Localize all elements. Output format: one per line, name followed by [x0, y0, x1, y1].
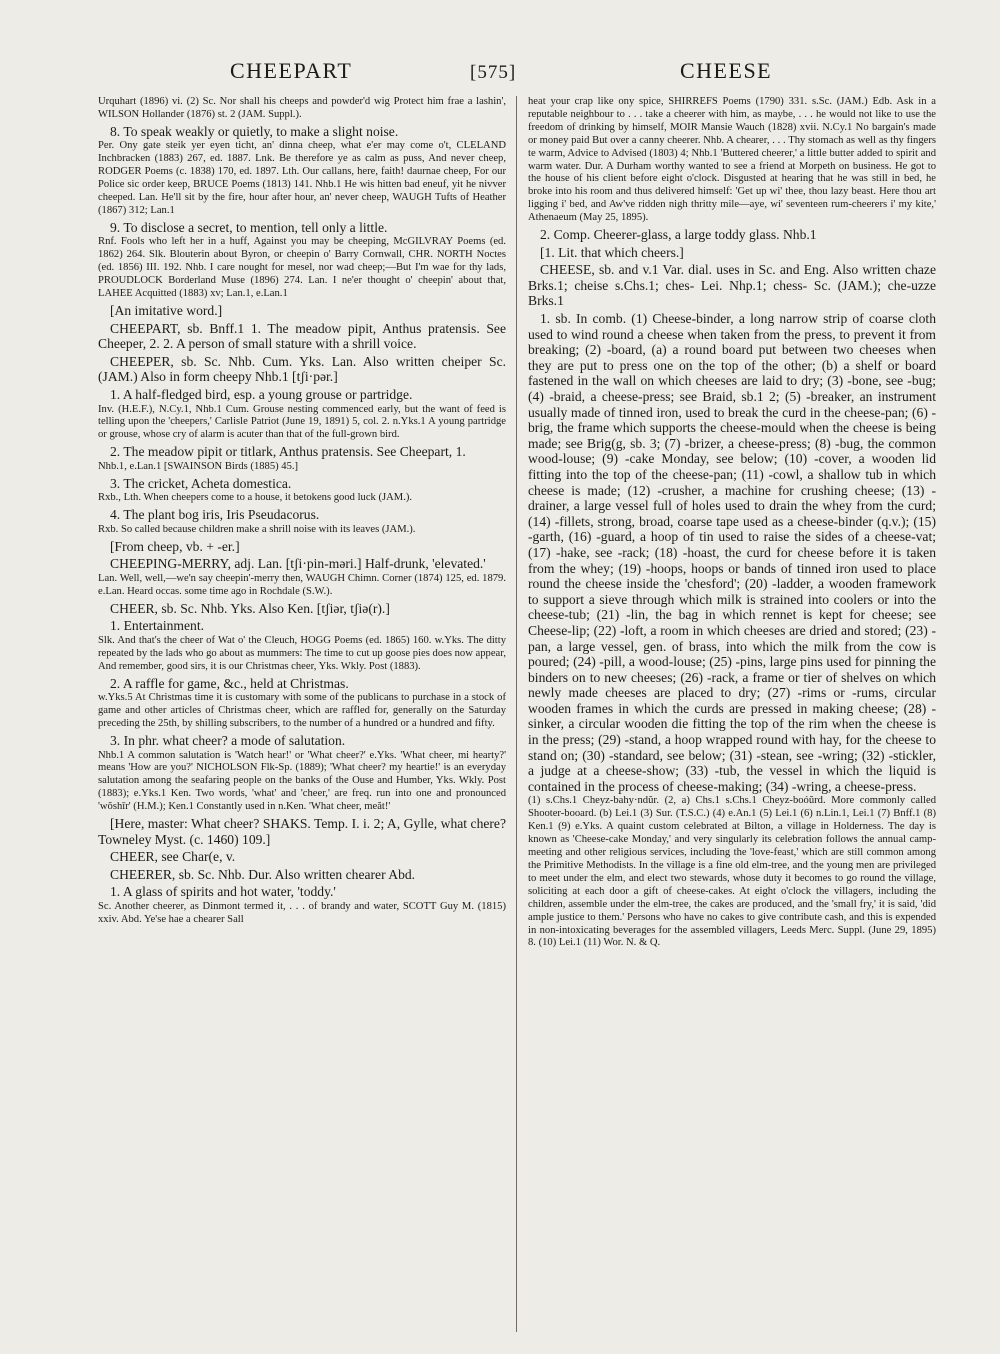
citation-paragraph: Urquhart (1896) vi. (2) Sc. Nor shall his cheeps and powder'd wig Protect him frae a lashin', WILSON Hollander (1876) st. 2 (JAM. Suppl.). — [98, 96, 506, 120]
right-column — [528, 96, 936, 1336]
citation-paragraph: Nhb.1 A common salutation is 'Watch hear!' or 'What cheer?' e.Yks. 'What cheer, mi hearty?' means 'How are you?' NICHOLSON Flk-Sp. (1889); 'What cheer? my heartie!' is an everyday salutation among the seafaring people on the banks of the Ouse and Humber, Yks. Wkly. Post (1883); e.Yks.1 Ken. Two words, 'what' and 'cheer,' are freq. run into one and pronounced 'wŏshīr' (H.M.); Ken.1 Constantly used in n.Ken. 'What cheer, meăt!' — [98, 749, 506, 813]
citation-paragraph: Inv. (H.E.F.), N.Cy.1, Nhb.1 Cum. Grouse nesting commenced early, but the want of feed is telling upon the 'cheepers,' Carlisle Patriot (June 19, 1891) 5, col. 2. n.Yks.1 A young partridge or grouse, whose cry of alarm is acuter than that of the full-grown bird. — [98, 403, 506, 441]
citation-paragraph: Rxb. So called because children make a shrill noise with its leaves (JAM.). — [98, 523, 416, 535]
entry-heading-paragraph: [Here, master: What cheer? SHAKS. Temp. I. i. 2; A, Gylle, what chere? Towneley Myst. (c. 1460) 109.] — [98, 816, 506, 847]
entry-heading-paragraph: 8. To speak weakly or quietly, to make a slight noise. — [110, 123, 399, 139]
citation-paragraph: Slk. And that's the cheer of Wat o' the Cleuch, HOGG Poems (ed. 1865) 160. w.Yks. The ditty repeated by the lads who go about as mummers: The time to cut up goose pies does now appear, And remember, good sirs, it is our Christmas cheer, Yks. Wkly. Post (1883). — [98, 634, 506, 672]
entry-heading-paragraph: 4. The plant bog iris, Iris Pseudacorus. — [110, 507, 320, 523]
entry-heading-paragraph: CHEER, see Char(e, v. — [110, 849, 236, 865]
entry-heading-paragraph: CHEEPER, sb. Sc. Nhb. Cum. Yks. Lan. Also written cheiper Sc. (JAM.) Also in form cheepy Nhb.1 [tʃi·pər.] — [98, 353, 506, 385]
entry-heading-paragraph: [1. Lit. that which cheers.] — [540, 244, 684, 260]
page-header — [100, 58, 900, 88]
citation-paragraph: Nhb.1, e.Lan.1 [SWAINSON Birds (1885) 45.] — [98, 460, 299, 472]
entry-heading-paragraph: 3. In phr. what cheer? a mode of salutation. — [110, 732, 346, 748]
entry-heading-paragraph: CHEERER, sb. Sc. Nhb. Dur. Also written chearer Abd. — [110, 866, 416, 882]
entry-heading-paragraph: 3. The cricket, Acheta domestica. — [110, 475, 292, 491]
entry-heading-paragraph: CHEER, sb. Sc. Nhb. Yks. Also Ken. [tʃiər, tʃiə(r).] — [110, 600, 390, 616]
entry-heading-paragraph: 2. The meadow pipit or titlark, Anthus pratensis. See Cheepart, 1. — [110, 444, 466, 460]
citation-paragraph: Lan. Well, well,—we'n say cheepin'-merry then, WAUGH Chimn. Corner (1874) 125, ed. 1879. e.Lan. Heard occas. some time ago in Rochdale (S.W.). — [98, 572, 506, 597]
entry-heading-paragraph: CHEESE, sb. and v.1 Var. dial. uses in Sc. and Eng. Also written chaze Brks.1; cheise s.Chs.1; ches- Lei. Nhp.1; chess- Sc. (JAM.); che-uzze Brks.1 — [528, 262, 936, 309]
citation-paragraph: Sc. Another cheerer, as Dinmont termed it, . . . of brandy and water, SCOTT Guy M. (1815) xxiv. Abd. Ye'se hae a chearer Sall — [98, 901, 506, 925]
citation-paragraph: w.Yks.5 At Christmas time it is customary with some of the publicans to purchase in a stock of game and other articles of Christmas cheer, which are raffled for, generally on the Saturday preceding the 25th, by shilling subscribers, to the number of a hundred or a hundred and fifty. — [98, 692, 506, 730]
page-number: [575] — [470, 62, 517, 83]
entry-heading-paragraph: [From cheep, vb. + -er.] — [110, 538, 240, 554]
entry-heading-paragraph: CHEEPING-MERRY, adj. Lan. [tʃi·pin-məri.] Half-drunk, 'elevated.' — [110, 556, 486, 572]
left-guide-word: CHEEPART — [230, 58, 353, 83]
entry-heading-paragraph: 1. A half-fledged bird, esp. a young grouse or partridge. — [110, 386, 413, 402]
entry-heading-paragraph: CHEEPART, sb. Bnff.1 1. The meadow pipit, Anthus pratensis. See Cheeper, 2. 2. A person of small stature with a shrill voice. — [98, 320, 506, 352]
entry-heading-paragraph: 1. Entertainment. — [110, 618, 204, 634]
citation-paragraph: Per. Ony gate steik yer eyen ticht, an' dinna cheep, what e'er may come o't, CLELAND Inchbracken (1883) 267, ed. 1887. Lnk. Be therefore ye as calm as puss, And never cheep, RODGER Poems (c. 1838) 170, ed. 1897. Lth. Our callans, here, faith! daurnae cheep, For our Police sic order keep, BRUCE Poems (1813) 141. Nhb.1 He wis hitten bad eneuf, yit he nivver cheeped. Lan. He'll sit by the fire, hour after hour, an' never cheep, WAUGH Tufts of Heather (1867) 312; Lan.1 — [98, 140, 506, 216]
entry-heading-paragraph: 9. To disclose a secret, to mention, tell only a little. — [110, 219, 388, 235]
citation-paragraph: (1) s.Chs.1 Cheyz-bahy·ndŭr. (2, a) Chs.1 s.Chs.1 Cheyz-boóŭrd. More commonly called Shooter-booard. (b) Lei.1 (3) Sur. (T.S.C.) (4) e.An.1 (5) Lei.1 (6) n.Lin.1, Lei.1 (7) Bnff.1 (8) Ken.1 (9) e.Yks. A quaint custom celebrated at Bilton, a village in Holderness. The day is known as 'Cheese-cake Monday,' and very singularly its celebration follows the annual camp-meeting and other religious services, including the 'love-feast,' which are still common among the Primitive Methodists. In the village is a fine old elm-tree, and the young men are privileged to meet under the elm, and elect two stewards, whose duty it becomes to go round the village, soliciting at each door a gift of cheese-cakes. At eight o'clock the villagers, including the children, assemble under the elm-tree, the cakes are produced, and the 'small fry,' it is said, 'did ample justice to them.' Persons who have no cakes to give contribute cash, and this is expended in non-intoxicating beverages for the assembled villagers, Leeds Merc. Suppl. (June 29, 1895) 8. (10) Lei.1 (11) Wor. N. & Q. — [528, 795, 936, 949]
right-guide-word: CHEESE — [680, 58, 773, 83]
entry-heading-paragraph: [An imitative word.] — [110, 302, 223, 318]
entry-heading-paragraph: 2. Comp. Cheerer-glass, a large toddy glass. Nhb.1 — [540, 227, 817, 243]
entry-heading-paragraph: 2. A raffle for game, &c., held at Christmas. — [110, 675, 349, 691]
entry-heading-paragraph: 1. A glass of spirits and hot water, 'toddy.' — [110, 884, 336, 900]
citation-paragraph: Rnf. Fools who left her in a huff, Against you may be cheeping, McGILVRAY Poems (ed. 1862) 264. Slk. Blouterin about Byron, or cheepin o' Barry Cornwall, CHR. NORTH Noctes (ed. 1856) III. 192. Nhb. I care nought for mesel, nor wad cheep;—But I'm wae for thy lads, PROUDLOCK Borderland Muse (1896) 274. Lan. I ne'er thought o' cheepin' about that, LAHEE Acquitted (1883) xv; Lan.1, e.Lan.1 — [98, 236, 506, 300]
column-divider — [516, 96, 517, 1332]
entry-heading-paragraph: 1. sb. In comb. (1) Cheese-binder, a long narrow strip of coarse cloth used to wind round a cheese when taken from the press, to prevent it from breaking; (2) -board, (a) a round board put between two cheeses when they are put to press one on the top of the other; (b) a shelf or board fastened in the wall on which cheeses are laid to dry; (3) -bone, see -bug; (4) -braid, a cheese-press; see Braid, sb.1 2; (5) -breaker, an instrument usually made of tinned iron, used to break the curd in the cheese-pan; (6) -brig, the frame which supports the cheese-mould when the cheese is being made; see Brig(g, sb. 3; (7) -brizer, a cheese-press; (8) -bug, the common wood-louse; (9) -cake Monday, see below; (10) -cover, a wooden lid fitting into the top of the cheese-pan; (11) -cowl, a shallow tub in which cheese is made; (12) -crusher, a machine for crushing cheese; (13) -drainer, a large vessel full of holes used to drain the whey from the curd; (14) -fillets, strong, broad, coarse tape used as a cheese-binder (q.v.); (15) -garth, (16) -guard, a hoop of tin used to raise the sides of a cheese-vat; (17) -hake, see -rack; (18) -hoast, the curd for cheese before it is taken from the whey; (19) -hoops, hoops or bands of tinned iron used to place round the cheese inside the 'chesford'; (20) -ladder, a wooden framework to support a sieve through which milk is strained into coolers or into the cheese-tub; (21) -lin, the bag in which rennet is kept for cheese; see Cheese-lip; (22) -loft, a room in which cheeses are dried and stored; (23) -pan, a large vessel, gen. of brass, into which the milk from the cow is poured; (24) -pill, a wood-louse; (25) -pins, large pins used for pinning the binders on to new cheeses; (26) -rack, a frame or tier of shelves on which newly made cheeses are placed to dry; (27) -rims or -rums, circular wooden frames in which the curds are pressed in making cheese; (28) -sinker, a circular wooden die fitting the top of the rim when the cheese is in the press; (29) -stand, a hoop wrapped round with hay, for the cheese to stand on; (30) -standard, see below; (31) -stean, see -wring; (32) -stickler, a judge at a cheese-show; (33) -tub, the vessel in which the liquid is contained in the process of cheese-making; (34) -wring, a cheese-press. — [528, 311, 936, 794]
citation-paragraph: Rxb., Lth. When cheepers come to a house, it betokens good luck (JAM.). — [98, 492, 413, 504]
left-column — [98, 96, 506, 1336]
citation-paragraph: heat your crap like ony spice, SHIRREFS Poems (1790) 331. s.Sc. (JAM.) Edb. Ask in a reputable neighbour to . . . take a cheerer with him, as maybe, . . . he would not like to use the freedom of drinking by himself, MOIR Mansie Wauch (1828) xvii. N.Cy.1 No bargain's made or money paid But over a canny cheerer. Nhb. A chearer, . . . Thy stomach as well as thy fingers te warm, Advice to Advised (1803) 4; Nhb.1 'Buttered cheerer,' a little butter added to spirit and warm water. Dur. A Durham worthy wanted to see a friend at Morpeth on business. He got to the house of his client before eight o'clock. Disgusted at hearing that he was still in bed, he broke into his room and thus delivered himself: 'Get up wi' thee, thou lazy beast. Here thou art ligging i' bed, and Aw've ridden nigh thritty mile—aye, wi' seventeen rum-cheerers i' my kite,' Athenaeum (May 25, 1895). — [528, 96, 936, 224]
